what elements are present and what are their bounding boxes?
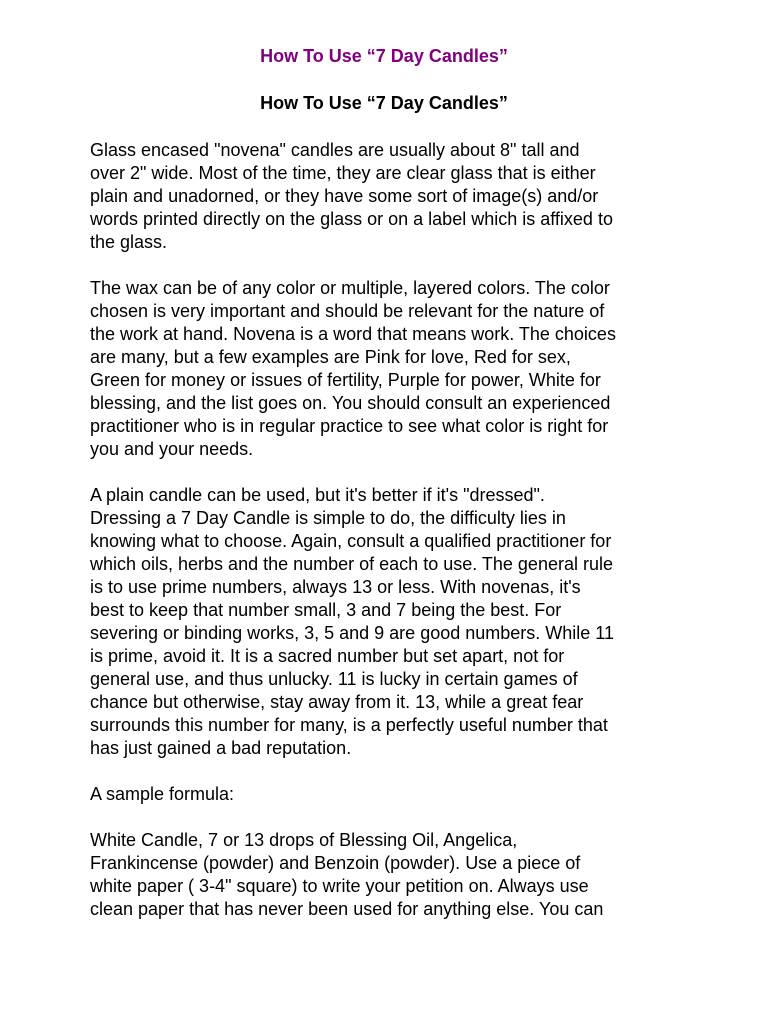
text-line: practitioner who is in regular practice to see what color is right for [90, 416, 609, 436]
paragraph-wax-color [90, 277, 690, 461]
text-line: severing or binding works, 3, 5 and 9 are good numbers. While 11 [90, 623, 614, 643]
text-line: chosen is very important and should be relevant for the nature of [90, 301, 605, 321]
text-line: White Candle, 7 or 13 drops of Blessing Oil, Angelica, [90, 830, 518, 850]
paragraph-dressing [90, 484, 690, 760]
text-line: has just gained a bad reputation. [90, 738, 352, 758]
text-line: which oils, herbs and the number of each to use. The general rule [90, 554, 613, 574]
text-line: surrounds this number for many, is a perfectly useful number that [90, 715, 608, 735]
text-line: you and your needs. [90, 439, 254, 459]
text-line: the work at hand. Novena is a word that means work. The choices [90, 324, 616, 344]
text-line: is prime, avoid it. It is a sacred number but set apart, not for [90, 646, 565, 666]
document-title: How To Use “7 Day Candles” [260, 46, 508, 66]
text-line: Dressing a 7 Day Candle is simple to do, the difficulty lies in [90, 508, 566, 528]
text-line: are many, but a few examples are Pink for love, Red for sex, [90, 347, 571, 367]
text-line: The wax can be of any color or multiple, layered colors. The color [90, 278, 610, 298]
text-line: Green for money or issues of fertility, Purple for power, White for [90, 370, 601, 390]
text-line: chance but otherwise, stay away from it. 13, while a great fear [90, 692, 584, 712]
text-line: words printed directly on the glass or on a label which is affixed to [90, 209, 613, 229]
text-line: best to keep that number small, 3 and 7 being the best. For [90, 600, 562, 620]
paragraph-sample-formula-label [90, 783, 690, 806]
text-line: is to use prime numbers, always 13 or less. With novenas, it's [90, 577, 581, 597]
paragraph-sample-formula [90, 829, 690, 921]
text-line: clean paper that has never been used for anything else. You can [90, 899, 604, 919]
text-line: Glass encased "novena" candles are usually about 8" tall and [90, 140, 580, 160]
text-line: blessing, and the list goes on. You should consult an experienced [90, 393, 611, 413]
text-line: general use, and thus unlucky. 11 is lucky in certain games of [90, 669, 578, 689]
text-line: knowing what to choose. Again, consult a qualified practitioner for [90, 531, 612, 551]
text-line: plain and unadorned, or they have some sort of image(s) and/or [90, 186, 599, 206]
paragraph-glass-description [90, 139, 690, 254]
text-line: white paper ( 3-4" square) to write your petition on. Always use [90, 876, 589, 896]
text-line: over 2" wide. Most of the time, they are clear glass that is either [90, 163, 596, 183]
document-body [90, 139, 690, 944]
text-line: A sample formula: [90, 784, 235, 804]
document-heading: How To Use “7 Day Candles” [260, 93, 508, 113]
text-line: the glass. [90, 232, 168, 252]
text-line: A plain candle can be used, but it's better if it's "dressed". [90, 485, 545, 505]
text-line: Frankincense (powder) and Benzoin (powder). Use a piece of [90, 853, 581, 873]
